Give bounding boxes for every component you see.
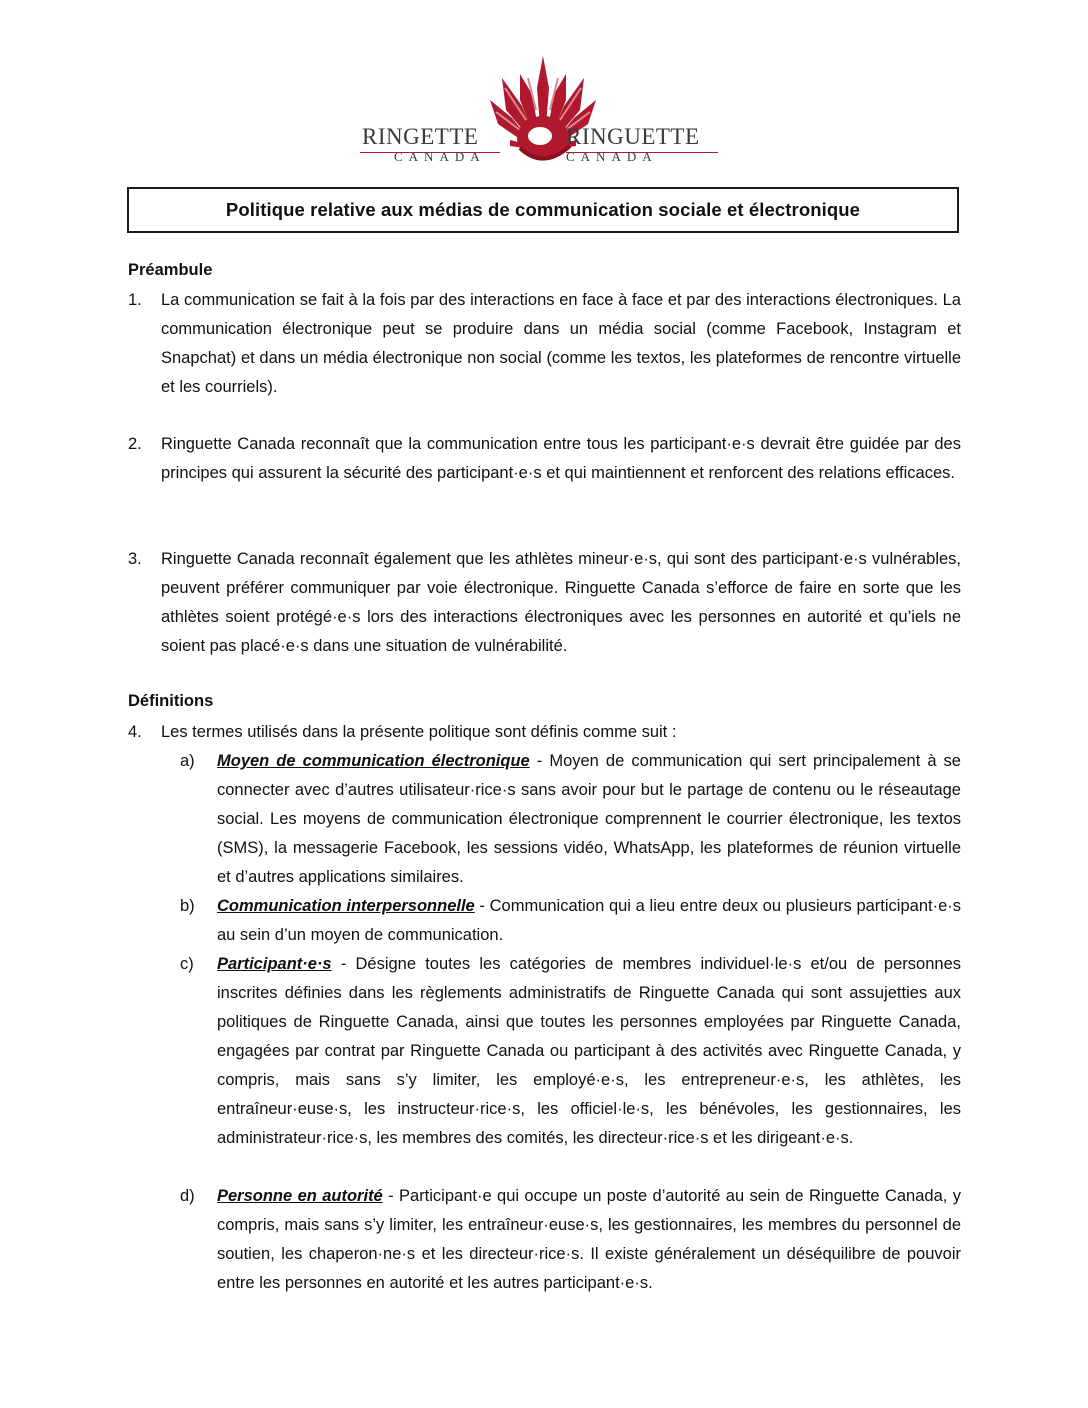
logo-right-word: RINGUETTE — [566, 124, 700, 149]
definition-body: - Communication qui a lieu entre deux ou plusieurs participant·e·s au sein d’un moyen de communication. — [217, 897, 961, 944]
definition-letter: c) — [180, 955, 194, 973]
definition-term: Participant·e·s — [217, 955, 332, 973]
definition-text — [217, 950, 961, 1153]
item-number: 3. — [128, 550, 142, 568]
definition-letter: d) — [180, 1187, 195, 1205]
definition-term: Personne en autorité — [217, 1187, 383, 1205]
definition-term: Communication interpersonnelle — [217, 897, 475, 915]
document-title: Politique relative aux médias de communication sociale et électronique — [225, 199, 861, 220]
item-text: La communication se fait à la fois par des interactions en face à face et par des interactions électroniques. La communication électronique peut se produire dans un média social (comme Facebook, Instagram et Snapchat) et dans un média électronique non social (comme les textos, les plateformes de rencontre virtuelle et les courriels). — [161, 291, 961, 396]
logo-left-word: RINGETTE — [362, 124, 479, 149]
definition-term: Moyen de communication électronique — [217, 752, 530, 770]
item-number: 2. — [128, 435, 142, 453]
definition-text — [217, 747, 961, 892]
item-text: Ringuette Canada reconnaît que la communication entre tous les participant·e·s devrait être guidée par des principes qui assurent la sécurité des participant·e·s et qui maintiennent et renforcent des relations efficaces. — [161, 435, 961, 482]
item-number: 4. — [128, 723, 142, 741]
logo-left-sub: CANADA — [394, 149, 486, 164]
ringette-canada-logo — [360, 48, 730, 173]
definition-body: - Participant·e qui occupe un poste d’autorité au sein de Ringuette Canada, y compris, mais sans s’y limiter, les entraîneur·euse·s, les gestionnaires, les membres du personnel de soutien, les chaperon·ne·s et les directeur·rice·s. Il existe généralement un déséquilibre de pouvoir entre les personnes en autorité et les autres participant·e·s. — [217, 1187, 961, 1292]
item-number: 1. — [128, 291, 142, 309]
definition-text — [217, 892, 961, 950]
definition-text — [217, 1182, 961, 1298]
section-heading-definitions: Définitions — [128, 692, 214, 710]
definition-letter: a) — [180, 752, 195, 770]
section-heading-preambule: Préambule — [128, 261, 213, 279]
definition-letter: b) — [180, 897, 195, 915]
item-text: Les termes utilisés dans la présente politique sont définis comme suit : — [161, 723, 677, 741]
definition-body: - Désigne toutes les catégories de membres individuel·le·s et/ou de personnes inscrites définies dans les règlements administratifs de Ringuette Canada qui sont assujetties aux politiques de Ringuette Canada, ainsi que toutes les personnes employées par Ringuette Canada, engagées par contrat par Ringuette Canada ou participant à des activités avec Ringuette Canada, y compris, mais sans s’y limiter, les employé·e·s, les entrepreneur·e·s, les athlètes, les entraîneur·euse·s, les instructeur·rice·s, les officiel·le·s, les bénévoles, les gestionnaires, les administrateur·rice·s, les membres des comités, les directeur·rice·s et les dirigeant·e·s. — [217, 955, 961, 1147]
document-title-box — [127, 187, 959, 233]
definition-body: - Moyen de communication qui sert principalement à se connecter avec d’autres utilisateur·rice·s sans avoir pour but le partage de contenu ou le réseautage social. Les moyens de communication électronique comprennent le courrier électronique, les textos (SMS), la messagerie Facebook, les sessions vidéo, WhatsApp, les plateformes de réunion virtuelle et d’autres applications similaires. — [217, 752, 961, 886]
item-text: Ringuette Canada reconnaît également que les athlètes mineur·e·s, qui sont des participant·e·s vulnérables, peuvent préférer communiquer par voie électronique. Ringuette Canada s’efforce de faire en sorte que les athlètes soient protégé·e·s lors des interactions électroniques avec les personnes en autorité et qu’iels ne soient pas placé·e·s dans une situation de vulnérabilité. — [161, 550, 961, 655]
logo-right-sub: CANADA — [566, 149, 658, 164]
